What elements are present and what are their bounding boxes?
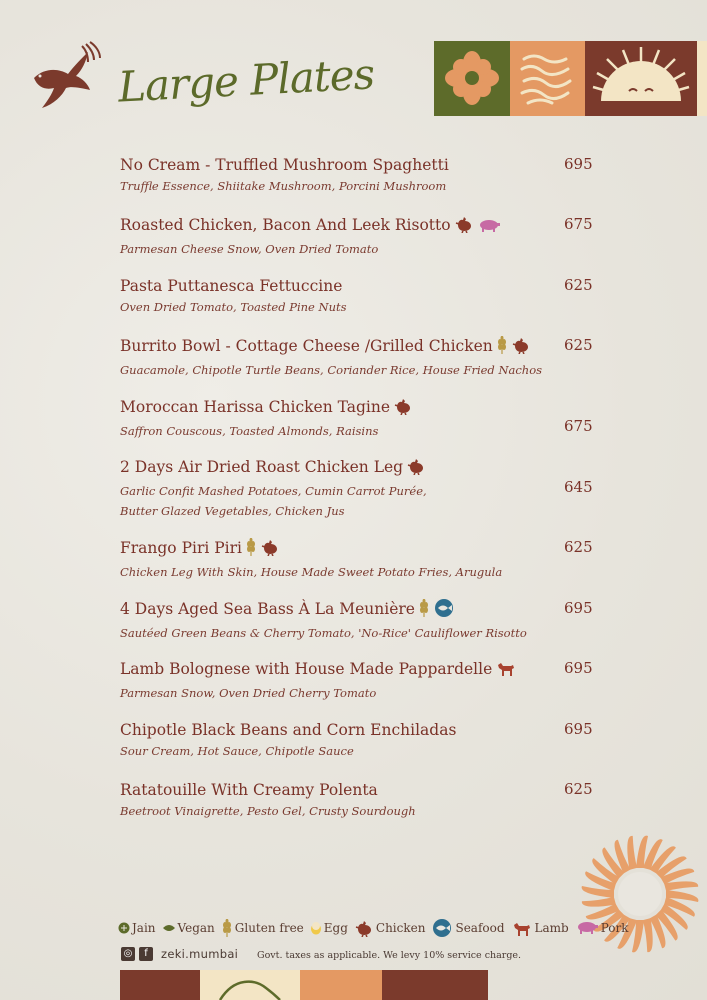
- dish-name: [120, 599, 600, 622]
- legend-label: Jain: [132, 921, 156, 935]
- dish-description: Guacamole, Chipotle Turtle Beans, Coriander Rice, House Fried Nachos: [120, 363, 543, 377]
- egg-icon: [310, 921, 322, 935]
- pork-icon: [575, 921, 599, 935]
- dish-price: 695: [564, 155, 593, 173]
- bird-logo-icon: [28, 38, 102, 112]
- dish-name-text: Frango Piri Piri: [120, 539, 243, 557]
- legend-item-vegan: [162, 921, 215, 935]
- legend-item-pork: [575, 921, 629, 935]
- legend-item-lamb: [511, 919, 569, 937]
- gluten-icon: [496, 336, 508, 359]
- dish-item: [120, 155, 600, 196]
- legend-label: Egg: [323, 921, 348, 935]
- lamb-icon: [511, 919, 533, 937]
- legend-label: Vegan: [177, 921, 215, 935]
- dish-name: [120, 538, 600, 561]
- chicken-icon: [454, 215, 474, 238]
- dish-name-text: 2 Days Air Dried Roast Chicken Leg: [120, 458, 404, 476]
- dish-name-text: 4 Days Aged Sea Bass À La Meunière: [120, 600, 415, 618]
- dietary-legend: [118, 919, 632, 937]
- flower-icon: [434, 41, 510, 116]
- chicken-icon: [406, 457, 426, 480]
- legend-item-jain: [118, 921, 156, 935]
- seafood-icon: [433, 599, 455, 622]
- dish-name: [120, 336, 600, 359]
- dish-item: [120, 659, 600, 703]
- dish-name: [120, 659, 600, 682]
- dish-description: Sautéed Green Beans & Cherry Tomato, 'No-Rice' Cauliflower Risotto: [120, 626, 527, 640]
- dish-name-text: Pasta Puttanesca Fettuccine: [120, 277, 343, 295]
- legend-label: Seafood: [455, 921, 505, 935]
- dish-item: [120, 457, 600, 521]
- social-handle: zeki.mumbai: [161, 947, 239, 961]
- dish-name-text: Lamb Bolognese with House Made Pappardelle: [120, 660, 493, 678]
- dish-description: Parmesan Snow, Oven Dried Cherry Tomato: [120, 686, 377, 700]
- page-title: Large Plates: [116, 49, 376, 112]
- sun-tile: [585, 41, 697, 116]
- lamb-icon: [495, 659, 517, 682]
- dish-price: 675: [564, 215, 593, 233]
- dish-price: 695: [564, 659, 593, 677]
- bottom-tile-peach: [300, 970, 382, 1000]
- flower-tile: [434, 41, 510, 116]
- dish-name-text: Ratatouille With Creamy Polenta: [120, 781, 378, 799]
- dish-name-text: Roasted Chicken, Bacon And Leek Risotto: [120, 216, 451, 234]
- gluten-icon: [418, 599, 430, 622]
- dish-item: [120, 336, 600, 380]
- dish-item: [120, 720, 600, 761]
- dish-description: Garlic Confit Mashed Potatoes, Cumin Carrot Purée,: [120, 484, 427, 498]
- dish-name-text: Moroccan Harissa Chicken Tagine: [120, 398, 391, 416]
- chicken-icon: [511, 336, 531, 359]
- dish-name-text: Chipotle Black Beans and Corn Enchiladas: [120, 721, 457, 739]
- dish-item: [120, 215, 600, 259]
- dish-price: 625: [564, 538, 593, 556]
- gluten-icon: [245, 538, 257, 561]
- dish-name: [120, 155, 600, 175]
- dish-item: [120, 780, 600, 821]
- dish-item: [120, 538, 600, 582]
- legend-item-chicken: [354, 919, 426, 937]
- sun-decoration-icon: [578, 832, 702, 956]
- vegan-icon: [162, 922, 176, 934]
- dish-description-line2: Butter Glazed Vegetables, Chicken Jus: [120, 504, 345, 518]
- dish-price: 625: [564, 780, 593, 798]
- leaf-icon: [200, 970, 300, 1000]
- dish-name: [120, 215, 600, 238]
- bottom-tile-rust: [120, 970, 200, 1000]
- jain-icon: [118, 922, 130, 934]
- dish-description: Beetroot Vinaigrette, Pesto Gel, Crusty Sourdough: [120, 804, 416, 818]
- dish-description: Chicken Leg With Skin, House Made Sweet Potato Fries, Arugula: [120, 565, 503, 579]
- dish-price: 645: [564, 478, 593, 496]
- dish-description: Oven Dried Tomato, Toasted Pine Nuts: [120, 300, 347, 314]
- bottom-tile-cream: [200, 970, 300, 1000]
- social-links: [121, 947, 238, 961]
- coral-icon: [510, 41, 585, 116]
- dish-name-text: No Cream - Truffled Mushroom Spaghetti: [120, 156, 449, 174]
- facebook-icon[interactable]: f: [139, 947, 153, 961]
- pork-icon: [477, 218, 501, 238]
- dish-price: 675: [564, 417, 593, 435]
- dish-item: [120, 397, 600, 441]
- cream-tile: [697, 41, 707, 116]
- dish-price: 625: [564, 336, 593, 354]
- hedgehog-sun-icon: [585, 41, 697, 116]
- legend-label: Chicken: [375, 921, 426, 935]
- chicken-icon: [260, 538, 280, 561]
- dish-description: Sour Cream, Hot Sauce, Chipotle Sauce: [120, 744, 354, 758]
- gluten-icon: [221, 919, 233, 937]
- legend-item-egg: [310, 921, 348, 935]
- bottom-tile-rust-2: [382, 970, 488, 1000]
- dish-item: [120, 599, 600, 643]
- legend-item-seafood: [431, 919, 504, 937]
- bottom-decorative-strip: [120, 970, 488, 1000]
- dish-price: 695: [564, 599, 593, 617]
- dish-name: [120, 780, 600, 800]
- dish-description: Parmesan Cheese Snow, Oven Dried Tomato: [120, 242, 379, 256]
- dish-name: [120, 457, 600, 480]
- dish-name-text: Burrito Bowl - Cottage Cheese /Grilled Chicken: [120, 337, 493, 355]
- dish-name: [120, 397, 600, 420]
- dish-description: Saffron Couscous, Toasted Almonds, Raisins: [120, 424, 379, 438]
- tax-note: Govt. taxes as applicable. We levy 10% service charge.: [257, 950, 522, 961]
- legend-label: Gluten free: [234, 921, 304, 935]
- decorative-banner: [434, 41, 707, 116]
- coral-tile: [510, 41, 585, 116]
- dish-price: 625: [564, 276, 593, 294]
- dish-name: [120, 720, 600, 740]
- dish-item: [120, 276, 600, 317]
- dish-price: 695: [564, 720, 593, 738]
- legend-label: Pork: [600, 921, 629, 935]
- chicken-icon: [354, 919, 374, 937]
- instagram-icon[interactable]: ◎: [121, 947, 135, 961]
- dish-description: Truffle Essence, Shiitake Mushroom, Porcini Mushroom: [120, 179, 447, 193]
- legend-item-gluten: [221, 919, 304, 937]
- seafood-icon: [431, 919, 453, 937]
- chicken-icon: [393, 397, 413, 420]
- legend-label: Lamb: [534, 921, 569, 935]
- dish-name: [120, 276, 600, 296]
